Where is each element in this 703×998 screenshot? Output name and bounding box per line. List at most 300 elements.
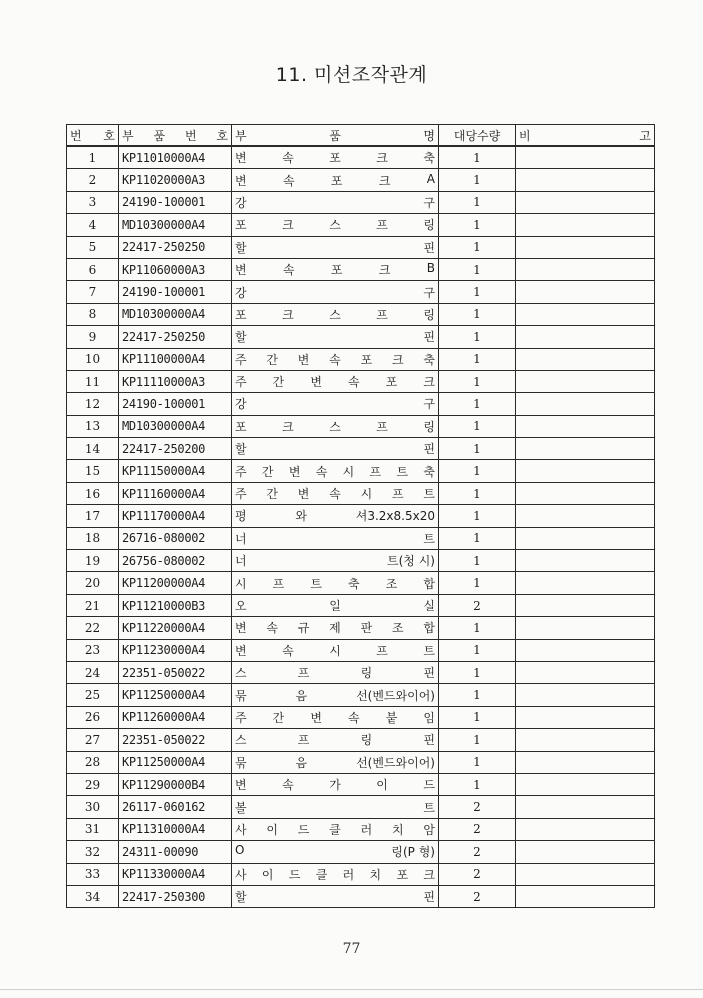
part-number: KP11010000A4: [119, 146, 232, 169]
part-name: [232, 661, 439, 683]
part-number: 22417-250250: [119, 236, 232, 258]
part-name-char: 변: [235, 151, 247, 166]
quantity: 1: [439, 661, 516, 683]
row-number: 9: [67, 326, 119, 348]
part-name-char: 사: [235, 822, 247, 837]
quantity: 1: [439, 281, 516, 303]
row-number: 11: [67, 370, 119, 392]
quantity: 1: [439, 617, 516, 639]
part-name-char: 포: [235, 307, 247, 322]
part-name-char: 포: [360, 352, 373, 367]
table-row: [67, 348, 655, 370]
part-name-char: 변: [235, 621, 247, 636]
row-number: 13: [67, 415, 119, 437]
table-row: [67, 527, 655, 549]
part-name-char: 일: [329, 599, 341, 613]
part-name: [232, 393, 439, 415]
quantity: 1: [439, 191, 516, 213]
part-number: KP11060000A3: [119, 258, 232, 280]
part-name-char: 음: [295, 688, 308, 703]
part-name-char: 간: [272, 710, 285, 725]
row-number: 23: [67, 639, 119, 661]
part-name-char: 크: [376, 151, 388, 166]
quantity: 1: [439, 146, 516, 169]
part-number: 24190-100001: [119, 191, 232, 213]
part-number: KP11250000A4: [119, 684, 232, 706]
row-number: 10: [67, 348, 119, 370]
page-number: 77: [342, 941, 361, 957]
part-name-char: 트: [423, 531, 435, 546]
part-name-char: 속: [282, 173, 295, 188]
part-name: [232, 527, 439, 549]
row-number: 18: [67, 527, 119, 549]
part-name-char: 프: [376, 643, 388, 658]
row-number: 7: [67, 281, 119, 303]
header-char: 부: [235, 128, 247, 143]
part-name-char: 축: [423, 151, 435, 166]
part-name: [232, 751, 439, 773]
part-name-char: 링: [423, 218, 435, 233]
part-name-char: 핀: [423, 666, 435, 681]
table-row: [67, 841, 655, 863]
row-number: 6: [67, 258, 119, 280]
row-number: 33: [67, 863, 119, 885]
quantity: 1: [439, 639, 516, 661]
header-part-number: [119, 125, 232, 147]
row-number: 2: [67, 169, 119, 191]
part-name-char: 링: [360, 666, 373, 681]
part-name-char: 프: [297, 666, 310, 681]
part-name-char: 속: [329, 487, 341, 502]
row-number: 5: [67, 236, 119, 258]
table-row: [67, 617, 655, 639]
header-char: 호: [103, 128, 115, 143]
table-row: [67, 863, 655, 885]
row-number: 32: [67, 841, 119, 863]
header-char: 비: [519, 128, 531, 143]
remarks: [516, 527, 655, 549]
header-char: 번: [70, 128, 82, 143]
part-name-char: A: [426, 171, 435, 186]
quantity: 1: [439, 527, 516, 549]
row-number: 17: [67, 505, 119, 527]
part-name-char: 속: [329, 352, 341, 367]
row-number: 4: [67, 214, 119, 236]
part-name-char: 포: [235, 419, 247, 434]
part-name-char: 속: [282, 263, 295, 278]
row-number: 3: [67, 191, 119, 213]
part-name-char: 변: [310, 710, 322, 725]
quantity: 1: [439, 505, 516, 527]
row-number: 16: [67, 482, 119, 504]
part-name-char: 속: [282, 778, 294, 793]
part-name: [232, 348, 439, 370]
quantity: 1: [439, 729, 516, 751]
part-name-char: 크: [391, 352, 404, 367]
remarks: [516, 572, 655, 594]
part-name-char: 핀: [423, 890, 435, 905]
part-name-char: 규: [297, 621, 310, 636]
part-name: [232, 818, 439, 840]
part-number: KP11250000A4: [119, 751, 232, 773]
table-header-row: [67, 125, 655, 147]
row-number: 28: [67, 751, 119, 773]
remarks: [516, 729, 655, 751]
table-row: [67, 729, 655, 751]
table-row: [67, 370, 655, 392]
part-name-char: 프: [369, 464, 382, 479]
header-char: 품: [153, 128, 166, 143]
part-name-char: 실: [423, 599, 435, 613]
remarks: [516, 594, 655, 616]
part-name-char: 핀: [423, 442, 435, 457]
part-name-char: 포: [235, 218, 247, 233]
row-number: 24: [67, 661, 119, 683]
part-name-char: 판: [360, 621, 373, 636]
part-name-char: 주: [235, 375, 247, 390]
header-char: 호: [216, 128, 228, 143]
row-number: 20: [67, 572, 119, 594]
part-number: KP11160000A4: [119, 482, 232, 504]
table-row: [67, 661, 655, 683]
part-number: 24190-100001: [119, 281, 232, 303]
table-row: [67, 751, 655, 773]
remarks: [516, 482, 655, 504]
quantity: 1: [439, 550, 516, 572]
part-name-char: 음: [295, 755, 308, 770]
part-name-char: 트: [423, 487, 435, 502]
part-name-char: 변: [235, 173, 247, 188]
part-name-char: 할: [235, 890, 247, 905]
part-number: KP11260000A4: [119, 706, 232, 728]
quantity: 1: [439, 214, 516, 236]
quantity: 1: [439, 773, 516, 795]
part-name-char: 프: [272, 576, 285, 591]
part-name-char: 핀: [423, 733, 435, 748]
part-name-char: 변: [235, 263, 247, 278]
remarks: [516, 438, 655, 460]
part-name-char: B: [426, 261, 435, 276]
remarks: [516, 348, 655, 370]
part-name-char: 포: [385, 375, 398, 390]
part-name: [232, 460, 439, 482]
part-number: MD10300000A4: [119, 415, 232, 437]
part-name-char: 링: [360, 733, 373, 748]
part-name-char: 간: [266, 487, 278, 502]
part-name-char: 포: [330, 263, 343, 278]
part-name-char: 오: [235, 599, 247, 613]
remarks: [516, 415, 655, 437]
part-name-char: 크: [378, 263, 391, 278]
remarks: [516, 684, 655, 706]
table-row: [67, 438, 655, 460]
part-name-char: 평: [235, 509, 247, 524]
quantity: 1: [439, 415, 516, 437]
part-name-char: 크: [282, 307, 294, 322]
part-name-char: 크: [423, 867, 435, 882]
part-number: KP11170000A4: [119, 505, 232, 527]
table-row: [67, 415, 655, 437]
part-name-char: 링: [423, 419, 435, 434]
remarks: [516, 617, 655, 639]
row-number: 31: [67, 818, 119, 840]
part-name-char: 러: [360, 822, 373, 837]
table-row: [67, 796, 655, 818]
part-name-char: 이: [266, 822, 278, 837]
part-name-char: 묶: [235, 688, 247, 703]
part-name-char: 프: [391, 487, 404, 502]
part-number: 22417-250300: [119, 885, 232, 907]
part-name-char: 합: [423, 576, 435, 591]
part-name-char: 스: [329, 218, 341, 233]
part-name-char: 할: [235, 240, 247, 255]
row-number: 22: [67, 617, 119, 639]
table-row: [67, 594, 655, 616]
quantity: 1: [439, 236, 516, 258]
part-name-char: 이: [261, 867, 274, 882]
part-name: [232, 191, 439, 213]
part-number: 22417-250200: [119, 438, 232, 460]
part-name: [232, 370, 439, 392]
quantity: 2: [439, 863, 516, 885]
part-name-char: 핀: [423, 330, 435, 345]
part-name-char: 트: [423, 643, 435, 658]
part-name-char: 선(벤드와이어): [356, 755, 435, 770]
part-name-char: 할: [235, 442, 247, 457]
part-name-char: 트: [396, 464, 409, 479]
row-number: 26: [67, 706, 119, 728]
part-number: 22417-250250: [119, 326, 232, 348]
header-char: 번: [184, 128, 197, 143]
row-number: 25: [67, 684, 119, 706]
part-name-char: 할: [235, 330, 247, 345]
part-name-char: 링(P 형): [391, 845, 435, 860]
remarks: [516, 841, 655, 863]
remarks: [516, 281, 655, 303]
row-number: 34: [67, 885, 119, 907]
table-row: [67, 572, 655, 594]
remarks: [516, 191, 655, 213]
part-name-char: 스: [235, 666, 247, 681]
part-name: [232, 550, 439, 572]
part-name-char: 주: [235, 352, 247, 367]
part-name-char: 프: [297, 733, 310, 748]
header-no: [67, 125, 119, 147]
table-row: [67, 258, 655, 280]
quantity: 1: [439, 393, 516, 415]
part-name-char: 사: [235, 867, 247, 882]
part-name-char: 프: [376, 419, 388, 434]
part-name-char: 구: [423, 397, 435, 412]
part-number: KP11230000A4: [119, 639, 232, 661]
part-name-char: 포: [396, 867, 409, 882]
part-name-char: 강: [235, 195, 247, 210]
part-name-char: 조: [385, 576, 398, 591]
table-row: [67, 460, 655, 482]
table-row: [67, 146, 655, 169]
part-name-char: 강: [235, 397, 247, 412]
remarks: [516, 863, 655, 885]
part-name-char: 스: [235, 733, 247, 748]
part-name-char: 붙: [385, 710, 398, 725]
parts-table: [66, 124, 655, 908]
table-row: [67, 393, 655, 415]
remarks: [516, 146, 655, 169]
header-remarks: [516, 125, 655, 147]
remarks: [516, 661, 655, 683]
part-name-char: 주: [235, 464, 247, 479]
part-name-char: 크: [423, 375, 435, 390]
header-quantity: 대당수량: [439, 125, 516, 147]
table-row: [67, 639, 655, 661]
part-number: KP11310000A4: [119, 818, 232, 840]
quantity: 1: [439, 751, 516, 773]
row-number: 12: [67, 393, 119, 415]
part-name-char: 속: [348, 710, 360, 725]
quantity: 1: [439, 706, 516, 728]
part-name: [232, 885, 439, 907]
table-row: [67, 550, 655, 572]
part-name-char: 클: [315, 867, 328, 882]
part-name: [232, 617, 439, 639]
quantity: 2: [439, 841, 516, 863]
quantity: 1: [439, 572, 516, 594]
table-row: [67, 214, 655, 236]
header-part-name: [232, 125, 439, 147]
remarks: [516, 796, 655, 818]
part-name-char: 포: [330, 173, 343, 188]
part-name-char: 크: [282, 419, 294, 434]
part-number: 26117-060162: [119, 796, 232, 818]
part-name-char: 주: [235, 710, 247, 725]
part-name-char: 트: [423, 800, 435, 815]
remarks: [516, 460, 655, 482]
part-name-char: 드: [288, 867, 301, 882]
part-name-char: 축: [423, 464, 435, 479]
part-number: 22351-050022: [119, 661, 232, 683]
remarks: [516, 236, 655, 258]
part-number: MD10300000A4: [119, 303, 232, 325]
part-number: KP11210000B3: [119, 594, 232, 616]
table-row: [67, 773, 655, 795]
part-name-char: 변: [235, 778, 247, 793]
part-number: KP11330000A4: [119, 863, 232, 885]
part-name: [232, 214, 439, 236]
quantity: 1: [439, 303, 516, 325]
part-name-char: 속: [282, 151, 294, 166]
part-number: KP11200000A4: [119, 572, 232, 594]
part-name: [232, 415, 439, 437]
table-row: [67, 236, 655, 258]
part-name-char: 간: [266, 352, 278, 367]
remarks: [516, 303, 655, 325]
part-name-char: 드: [297, 822, 310, 837]
part-name-char: 프: [376, 218, 388, 233]
remarks: [516, 818, 655, 840]
part-name: [232, 863, 439, 885]
header-char: 품: [329, 128, 341, 143]
part-name: [232, 258, 439, 280]
row-number: 30: [67, 796, 119, 818]
part-number: 24311-00090: [119, 841, 232, 863]
part-name-char: 합: [423, 621, 435, 636]
part-name-char: 묶: [235, 755, 247, 770]
table-row: [67, 326, 655, 348]
header-char: 고: [639, 128, 651, 143]
part-name-char: 변: [288, 464, 301, 479]
page-edge-line: [0, 989, 703, 990]
part-name-char: 드: [423, 778, 435, 793]
remarks: [516, 258, 655, 280]
table-row: [67, 303, 655, 325]
remarks: [516, 773, 655, 795]
part-name: [232, 639, 439, 661]
part-name-char: 링: [423, 307, 435, 322]
table-row: [67, 684, 655, 706]
part-name-char: 프: [376, 307, 388, 322]
part-name-char: 크: [282, 218, 294, 233]
quantity: 1: [439, 460, 516, 482]
quantity: 1: [439, 482, 516, 504]
part-name-char: 스: [329, 307, 341, 322]
remarks: [516, 214, 655, 236]
part-name-char: 선(벤드와이어): [356, 688, 435, 703]
part-name-char: O: [235, 843, 245, 858]
part-name: [232, 773, 439, 795]
row-number: 27: [67, 729, 119, 751]
row-number: 1: [67, 146, 119, 169]
part-number: KP11220000A4: [119, 617, 232, 639]
part-name-char: 속: [348, 375, 360, 390]
part-name-char: 강: [235, 285, 247, 300]
part-name-char: 스: [329, 419, 341, 434]
part-name-char: 너: [235, 531, 247, 546]
part-name: [232, 729, 439, 751]
part-number: KP11110000A3: [119, 370, 232, 392]
part-name-char: 트(청 시): [387, 554, 435, 569]
part-name: [232, 146, 439, 169]
table-row: [67, 482, 655, 504]
part-number: MD10300000A4: [119, 214, 232, 236]
part-name-char: 셔3.2x8.5x20: [355, 509, 435, 524]
part-name-char: 암: [423, 822, 435, 837]
part-name: [232, 594, 439, 616]
part-name: [232, 281, 439, 303]
part-name-char: 축: [348, 576, 360, 591]
part-name-char: 속: [282, 643, 294, 658]
row-number: 21: [67, 594, 119, 616]
remarks: [516, 706, 655, 728]
part-name-char: 트: [310, 576, 322, 591]
part-number: KP11100000A4: [119, 348, 232, 370]
row-number: 15: [67, 460, 119, 482]
part-number: KP11150000A4: [119, 460, 232, 482]
part-name-char: 주: [235, 487, 247, 502]
quantity: 2: [439, 796, 516, 818]
part-name: [232, 684, 439, 706]
quantity: 1: [439, 684, 516, 706]
part-number: 24190-100001: [119, 393, 232, 415]
part-name-char: 간: [272, 375, 285, 390]
part-name-char: 시: [235, 576, 247, 591]
row-number: 8: [67, 303, 119, 325]
part-name-char: 크: [378, 173, 391, 188]
table-row: [67, 505, 655, 527]
part-name: [232, 706, 439, 728]
quantity: 2: [439, 594, 516, 616]
part-name-char: 제: [329, 621, 341, 636]
part-number: 22351-050022: [119, 729, 232, 751]
